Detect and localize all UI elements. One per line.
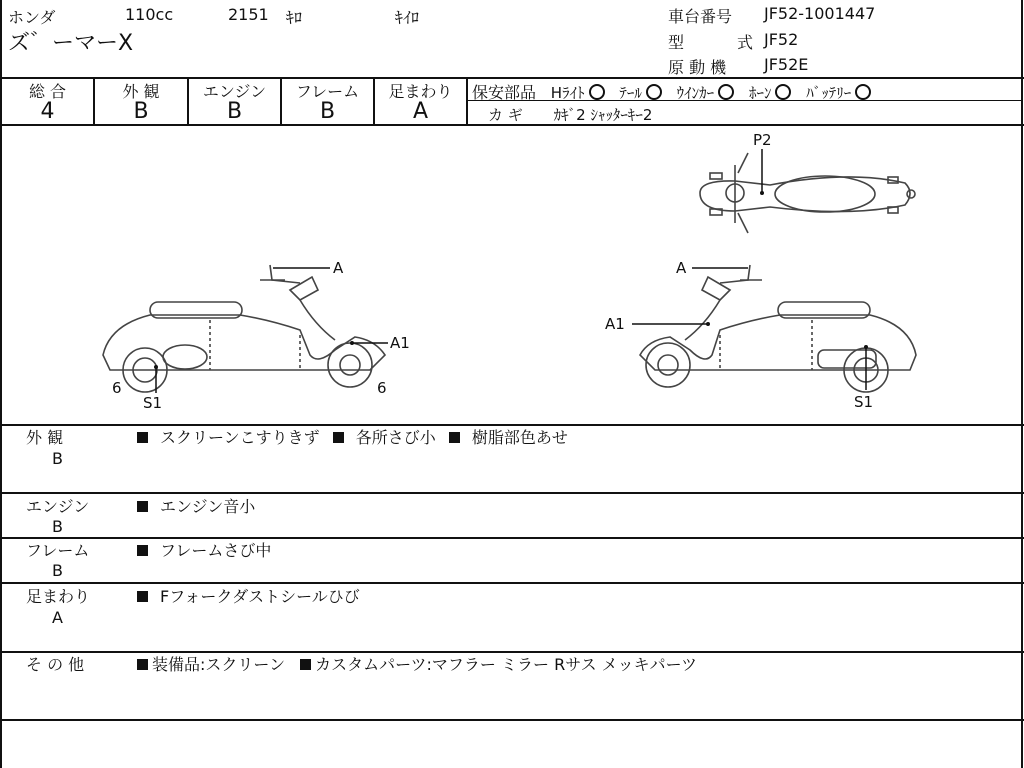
rating-sep-5	[466, 78, 468, 124]
remark-grade-frame: B	[52, 561, 63, 580]
ok-circle-icon	[646, 84, 662, 100]
rating-label-overall: 総 合	[28, 82, 67, 101]
marker-dot-a1-left	[350, 341, 354, 345]
remark-category-frame: フレーム	[26, 541, 90, 560]
marker-dot-s1-right	[864, 345, 868, 349]
remark-notes-other	[137, 654, 697, 676]
rule-remark-4	[0, 651, 1024, 653]
rule-remark-2	[0, 537, 1024, 539]
rating-value-frame: B	[319, 99, 336, 124]
ok-circle-icon	[855, 84, 871, 100]
engine-label: 原 動 機	[668, 58, 727, 77]
label-a1-left: A1	[390, 334, 410, 352]
remark-grade-suspension: A	[52, 608, 63, 627]
remark-note: 装備品:スクリーン	[152, 655, 286, 674]
bullet-square-icon	[333, 432, 344, 443]
remark-note: エンジン音小	[160, 497, 256, 516]
remark-category-other: そ の 他	[26, 655, 85, 674]
scooter-right-side-view	[640, 265, 916, 392]
engine-value: JF52E	[764, 55, 809, 74]
mileage-value: 2151	[228, 5, 269, 24]
bullet-square-icon	[137, 501, 148, 512]
key-row	[488, 104, 652, 125]
marker-dot-p2	[760, 191, 764, 195]
rating-value-engine: B	[226, 99, 243, 124]
ok-circle-icon	[718, 84, 734, 100]
safety-item-horn: ﾎｰﾝ	[748, 84, 772, 102]
remark-notes-frame	[137, 540, 271, 562]
remark-note: 樹脂部色あせ	[471, 428, 568, 447]
remark-grade-exterior: B	[52, 449, 63, 468]
bullet-square-icon	[137, 591, 148, 602]
marker-dot-s1-left	[154, 365, 158, 369]
maker-name: ホンダ	[8, 8, 56, 27]
remark-note: 各所さび小	[355, 428, 436, 447]
safety-item-battery: ﾊﾞｯﾃﾘｰ	[806, 84, 852, 102]
scooter-left-side-view	[103, 265, 385, 392]
bullet-square-icon	[449, 432, 460, 443]
type-value: JF52	[764, 30, 799, 49]
label-6-rear: 6	[112, 379, 122, 397]
rule-remark-3	[0, 582, 1024, 584]
type-label-1: 型	[668, 33, 685, 52]
rating-value-suspension: A	[412, 99, 429, 124]
safety-parts-label: 保安部品	[472, 83, 537, 102]
scooter-top-view	[700, 153, 915, 233]
bullet-square-icon	[137, 432, 148, 443]
rating-value-exterior: B	[133, 99, 149, 124]
label-a1-right: A1	[605, 315, 625, 333]
key-label: カ ギ	[488, 106, 523, 124]
color-value: ｷｲﾛ	[395, 8, 420, 27]
bullet-square-icon	[300, 659, 311, 670]
ok-circle-icon	[589, 84, 605, 100]
frame-no-value: JF52-1001447	[764, 4, 876, 23]
frame-no-label: 車台番号	[668, 7, 733, 26]
rule-remark-5	[0, 719, 1024, 721]
remark-note: フレームさび中	[160, 541, 272, 560]
model-name: ズ゛ーマーX	[8, 31, 134, 56]
remark-category-suspension: 足まわり	[26, 587, 91, 606]
displacement: 110cc	[125, 5, 174, 24]
ok-circle-icon	[775, 84, 791, 100]
remark-notes-suspension	[137, 586, 360, 608]
label-a-left: A	[333, 259, 344, 277]
rating-label-frame: フレーム	[295, 82, 360, 101]
remark-category-engine: エンジン	[26, 497, 90, 516]
type-label-2: 式	[737, 33, 754, 52]
rating-label-suspension: 足まわり	[388, 82, 453, 101]
rating-value-overall: 4	[40, 99, 55, 124]
safety-item-tail: ﾃｰﾙ	[619, 84, 642, 102]
marker-dot-a1-right	[706, 322, 710, 326]
rule-remark-1	[0, 492, 1024, 494]
label-s1-right: S1	[854, 393, 874, 411]
label-p2: P2	[753, 131, 772, 149]
key-value: ｶｷﾞ2 ｼｬｯﾀｰｷｰ2	[553, 106, 653, 124]
bullet-square-icon	[137, 659, 148, 670]
remark-notes-engine	[137, 496, 255, 518]
rating-label-engine: エンジン	[202, 82, 267, 101]
rating-label-exterior: 外 観	[122, 82, 160, 101]
remark-notes-exterior	[137, 427, 568, 449]
remark-category-exterior: 外 観	[26, 428, 64, 447]
rule-diagram-bottom	[0, 424, 1024, 426]
scooter-damage-diagram	[0, 125, 1024, 423]
safety-item-winker: ｳｲﾝｶｰ	[676, 84, 715, 102]
bullet-square-icon	[137, 545, 148, 556]
remark-note: Fフォークダストシールひび	[160, 587, 360, 606]
safety-item-headlight: Hﾗｲﾄ	[550, 84, 585, 102]
safety-parts-row	[472, 80, 881, 103]
mileage-unit: ｷﾛ	[286, 8, 303, 27]
label-a-right: A	[676, 259, 687, 277]
label-6-front: 6	[377, 379, 387, 397]
remark-grade-engine: B	[52, 517, 63, 536]
remark-note: スクリーンこすりきず	[160, 428, 320, 447]
remark-note: カスタムパーツ:マフラー ミラー Rサス メッキパーツ	[315, 655, 698, 674]
label-s1-left: S1	[143, 394, 163, 412]
